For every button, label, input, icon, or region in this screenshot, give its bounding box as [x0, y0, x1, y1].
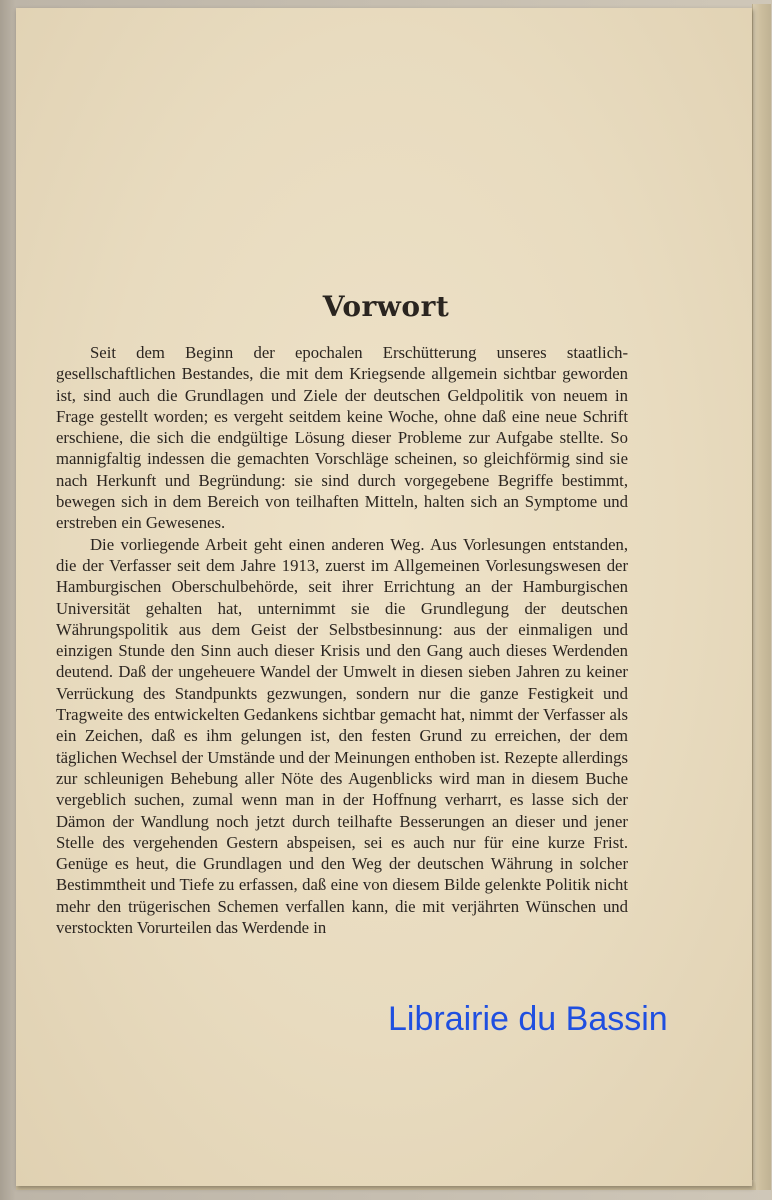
page-title: Vorwort: [322, 290, 450, 323]
preface-body: [56, 342, 628, 938]
paragraph: Die vorliegende Arbeit geht einen anderen Weg. Aus Vorlesungen entstanden, die der Verfasser seit dem Jahre 1913, zuerst im Allgemeinen Vorlesungswesen der Hamburgischen Oberschulbehörde, seit ihrer Errichtung an der Hamburgischen Universität gehalten hat, unternimmt sie die Grundlegung der deutschen Währungspolitik aus dem Geist der Selbstbesinnung: aus der einmaligen und einzigen Stunde den Sinn auch dieser Krisis und den Gang auch dieses Werdenden deutend. Daß der ungeheuere Wandel der Umwelt in diesen sieben Jahren zu keiner Verrückung des Standpunkts gezwungen, sondern nur die ganze Festigkeit und Tragweite des entwickelten Gedankens sichtbar gemacht hat, nimmt der Verfasser als ein Zeichen, daß es ihm gelungen ist, den festen Grund zu erreichen, der dem täglichen Wechsel der Umstände und der Meinungen enthoben ist. Rezepte allerdings zur schleunigen Behebung aller Nöte des Augenblicks wird man in diesem Buche vergeblich suchen, zumal wenn man in der Hoffnung verharrt, es lasse sich der Dämon der Wandlung noch jetzt durch teilhafte Besserungen an dieser und jener Stelle des vergehenden Gestern abspeisen, sei es auch nur für eine kurze Frist. Genüge es heut, die Grundlagen und den Weg der deutschen Währung in solcher Bestimmtheit und Tiefe zu erfassen, daß eine von diesem Bilde gelenkte Politik nicht mehr den trügerischen Schemen verfallen kann, die mit verjährten Wünschen und verstockten Vorurteilen das Werdende in: [56, 534, 628, 938]
page-right-edge: [752, 4, 771, 1190]
seller-watermark: Librairie du Bassin: [388, 1000, 668, 1038]
paragraph: Seit dem Beginn der epochalen Erschütterung unseres staatlich-gesellschaftlichen Bestandes, die mit dem Kriegsende allgemein sichtbar geworden ist, sind auch die Grundlagen und Ziele der deutschen Geldpolitik von neuem in Frage gestellt worden; es vergeht seitdem keine Woche, ohne daß eine neue Schrift erschiene, die sich die endgültige Lösung dieser Probleme zur Aufgabe stellte. So mannigfaltig indessen die gemachten Vorschläge scheinen, so gleichförmig sind sie nach Herkunft und Begründung: sie sind durch vorgegebene Begriffe bestimmt, bewegen sich in dem Bereich von teilhaften Mitteln, halten sich an Symptome und erstreben ein Gewesenes.: [56, 343, 628, 533]
